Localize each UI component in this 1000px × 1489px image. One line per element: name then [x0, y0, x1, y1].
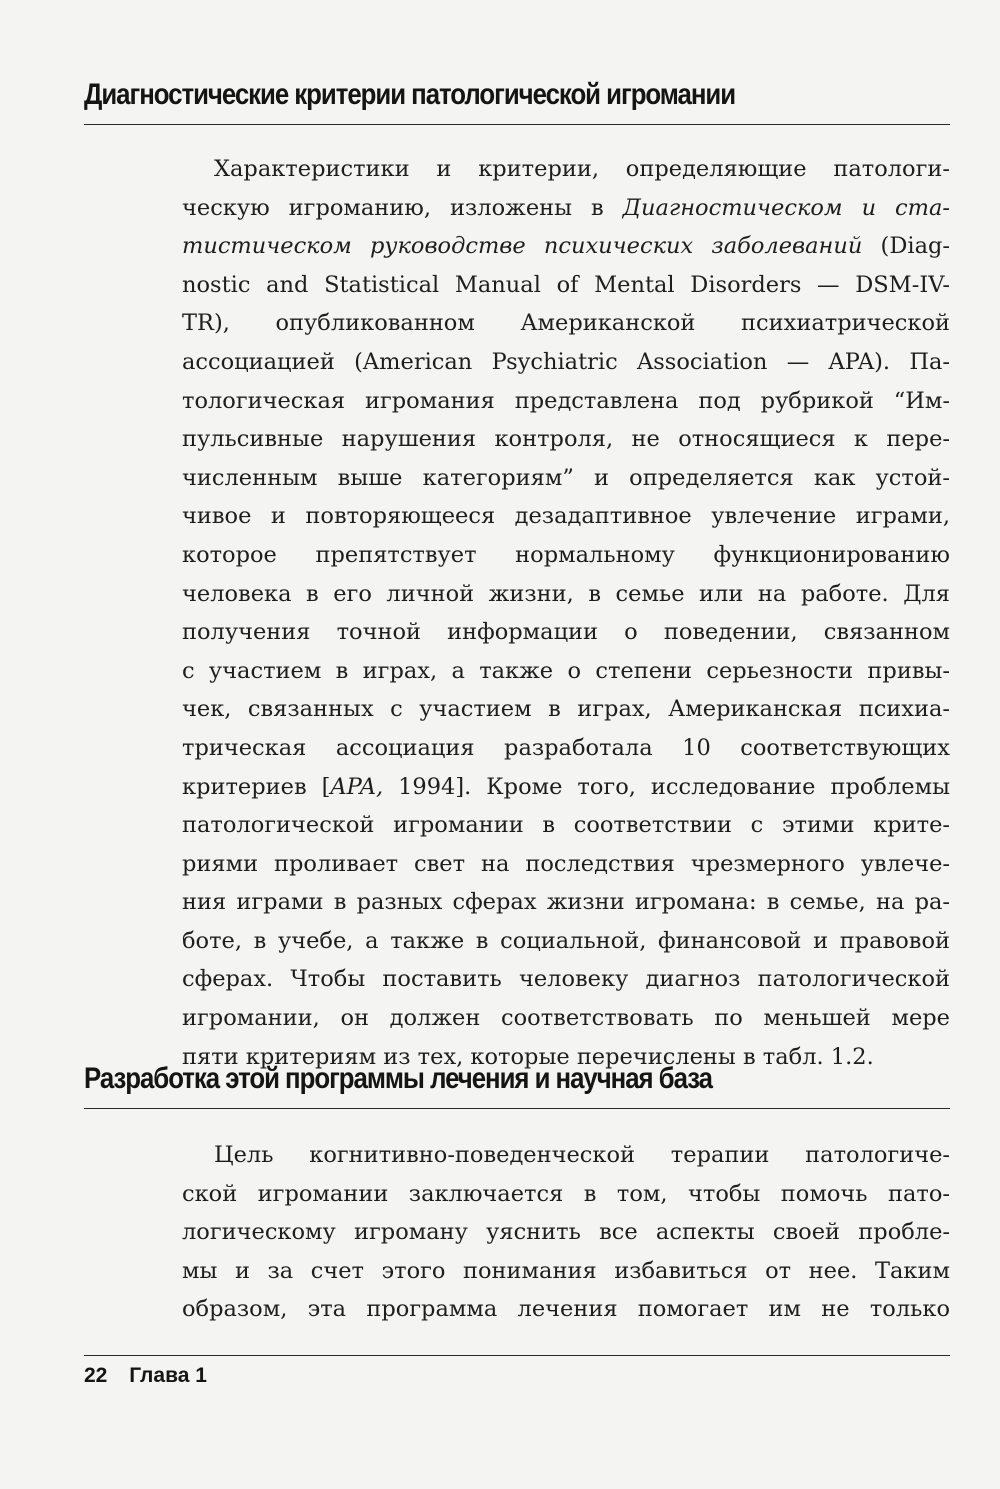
text-line: сферах. Чтобы поставить человеку диагноз патологической — [182, 966, 950, 993]
text-line: боте, в учебе, а также в социальной, финансовой и правовой — [182, 927, 950, 954]
text-line: ческую игроманию, изложены в Диагностическом и ста- — [182, 194, 950, 221]
text-line: тистическом руководстве психических заболеваний (Diag- — [182, 233, 950, 260]
text-line: пяти критериям из тех, которые перечислены в табл. 1.2. — [182, 1043, 874, 1070]
text-line: с участием в играх, а также о степени серьезности привы- — [182, 657, 950, 684]
text-line: Характеристики и критерии, определяющие патологи- — [214, 156, 950, 182]
citation: APA, — [330, 773, 384, 800]
section-heading-diagnostic-criteria: Диагностические критерии патологической игромании — [84, 78, 736, 111]
page-number: 22 — [84, 1364, 108, 1387]
text-line: пульсивные нарушения контроля, не относящиеся к пере- — [182, 426, 950, 453]
text-line: тологическая игромания представлена под рубрикой “Им- — [182, 387, 950, 414]
text-line: численным выше категориям” и определяется как устой- — [182, 464, 950, 491]
paragraph-diagnostic-criteria — [182, 150, 950, 1076]
text-line: патологической игромании в соответствии с этими крите- — [182, 812, 950, 839]
section-heading-program-development: Разработка этой программы лечения и научная база — [84, 1062, 713, 1095]
paragraph-program-development — [182, 1136, 950, 1329]
text-line: логическому игроману уяснить все аспекты своей пробле- — [182, 1219, 950, 1246]
text-line: мы и за счет этого понимания избавиться от нее. Таким — [182, 1257, 950, 1284]
text-line: чек, связанных с участием в играх, Американская психиа- — [182, 696, 950, 723]
text-line: трическая ассоциация разработала 10 соответствующих — [182, 734, 950, 761]
text-line: nostic and Statistical Manual of Mental Disorders — DSM-IV- — [182, 271, 950, 298]
text-line: ской игромании заключается в том, чтобы помочь пато- — [182, 1180, 950, 1207]
footer-rule — [84, 1355, 950, 1356]
chapter-label: Глава 1 — [129, 1364, 207, 1387]
heading-rule — [84, 124, 950, 125]
text-line: риями проливает свет на последствия чрезмерного увлече- — [182, 850, 950, 877]
text-line: критериев [APA, 1994]. Кроме того, исследование проблемы — [182, 773, 950, 800]
text-line: образом, эта программа лечения помогает им не только — [182, 1296, 950, 1323]
page-footer — [84, 1364, 207, 1388]
text-line: получения точной информации о поведении, связанном — [182, 619, 950, 646]
text-line: Цель когнитивно-поведенческой терапии патологиче- — [214, 1142, 950, 1168]
text-line: игромании, он должен соответствовать по меньшей мере — [182, 1005, 950, 1032]
text-line: чивое и повторяющееся дезадаптивное увлечение играми, — [182, 503, 950, 530]
text-line: которое препятствует нормальному функционированию — [182, 541, 950, 568]
text-line: TR), опубликованном Американской психиатрической — [182, 310, 950, 337]
text-line: ассоциацией (American Psychiatric Association — APA). Па- — [182, 348, 950, 375]
text-line: человека в его личной жизни, в семье или на работе. Для — [182, 580, 950, 607]
heading-rule — [84, 1108, 950, 1109]
text-line: ния играми в разных сферах жизни игромана: в семье, на ра- — [182, 889, 950, 916]
